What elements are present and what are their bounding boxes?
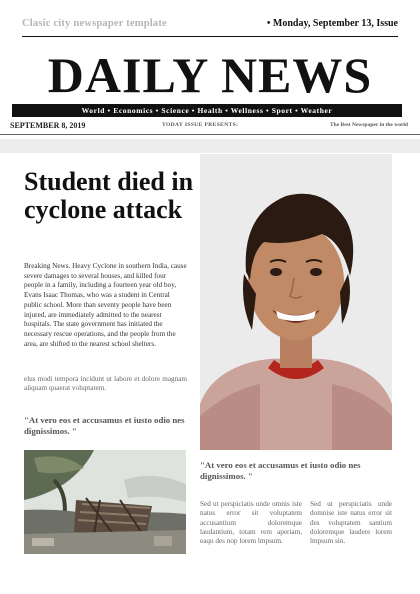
top-rule (22, 36, 398, 37)
headline: Student died in cyclone attack (24, 167, 194, 224)
tagline: The Best Newspaper in the world (330, 122, 408, 128)
pull-quote-1: "At vero eos et accusamus et iusto odio nes dignissimos. " (24, 415, 185, 436)
column-text-2: Sed ut perspiciatis unde domnise iste natus error sit des voluptatem santium doloremque laudere lorem lmpsum sin. (310, 500, 392, 546)
date-line: SEPTEMBER 8, 2019 (10, 121, 86, 130)
pull-quote-2: "At vero eos et accusamus et iusto odio nes dignissimos. " (200, 460, 361, 481)
issue-date: • Monday, September 13, Issue (266, 18, 398, 29)
masthead: DAILY NEWS (47, 47, 373, 103)
article-lorem: elus modi tempora incidunt ut labore et dolore magnam aliquam quaerat voluptatem. (24, 375, 187, 393)
cyclone-damage-photo (24, 450, 186, 554)
sub-line (10, 121, 408, 133)
sections-bar: World • Economics • Science • Health • Wellness • Sport • Weather (12, 104, 402, 117)
portrait-photo (200, 154, 392, 450)
column-text-1: Sed ut perspiciatis unde omnis iste natus error sit voluptatem accusantium doloremque laudantium, totam rem aperiam, eaqu des nop lorem lmpsum. (200, 500, 302, 546)
article-body: Breaking News. Heavy Cyclone in southern India, cause severe damages to several houses, and killed four people in a family, including a fourteen year old boy, Evans Isaac Thomas, who was a student in Central public school. More than seventy people have been injured, are immediately admitted to the nearest hospitals. The state government has initiated the necessary rescue operations, and the people from the area, are shifted to the nearest school shelters. (24, 262, 187, 348)
sub-rule (0, 134, 420, 135)
presents-label: TODAY ISSUE PRESENTS: (162, 122, 239, 128)
gray-band (0, 139, 420, 153)
template-name: Clasic city newspaper template (22, 18, 167, 29)
top-line (22, 16, 398, 34)
